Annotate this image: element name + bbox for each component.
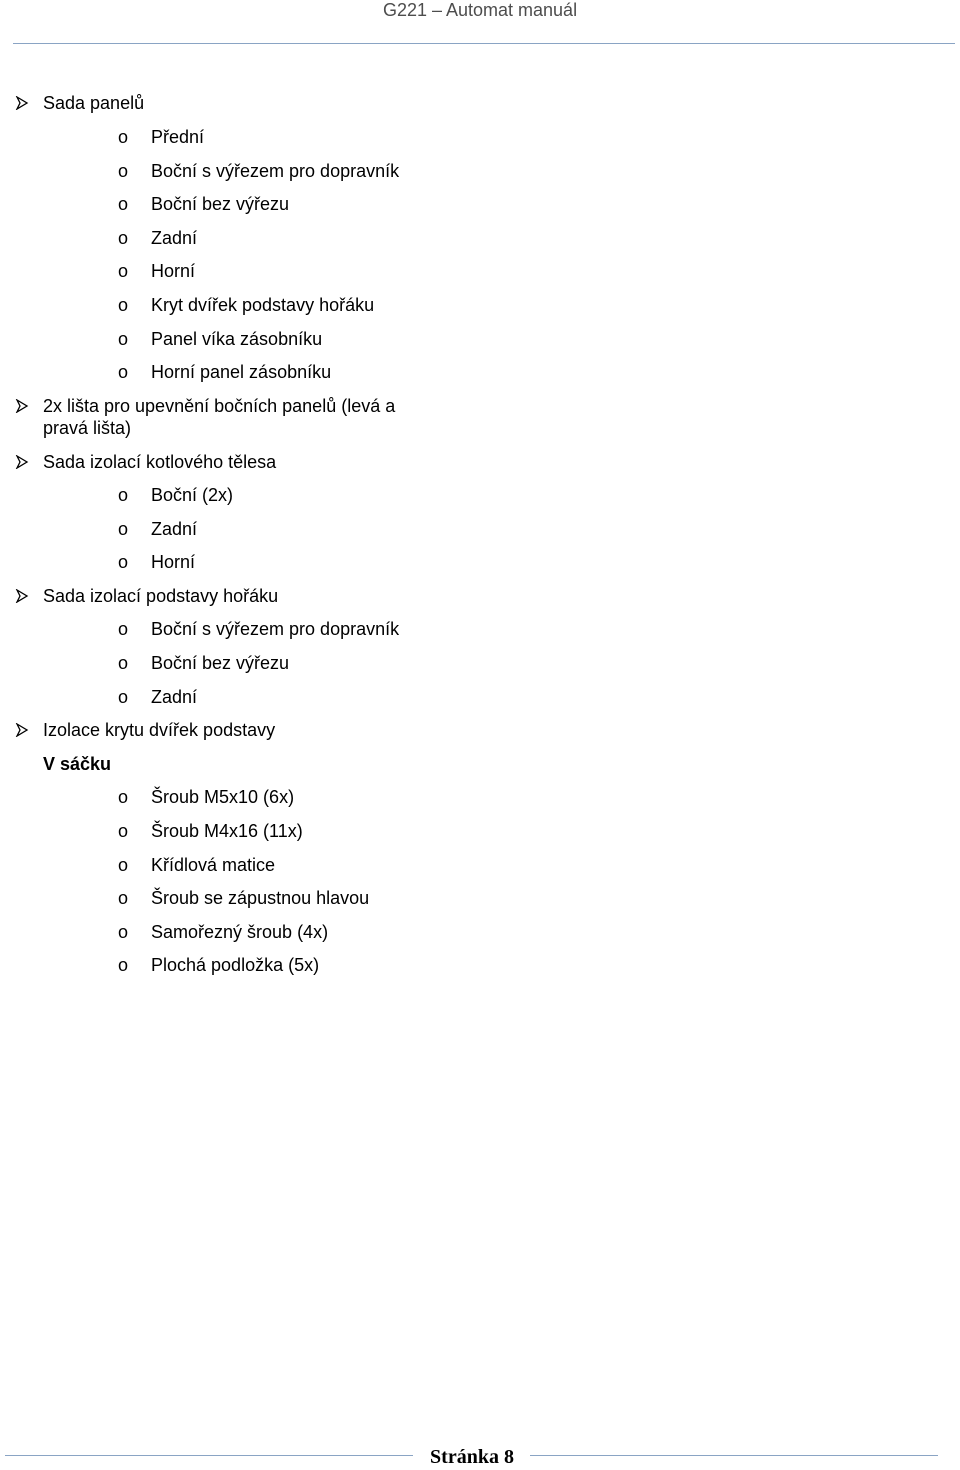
list-bullet: o [118,922,129,942]
list-bullet: o [118,552,129,572]
list-item: Horní panel zásobníku [151,362,332,382]
list-item: Zadní [151,228,198,248]
list-bullet: o [118,295,129,315]
list-bullet: o [118,194,129,214]
section-label: Sada panelů [43,93,145,113]
section-label: Sada izolací kotlového tělesa [43,452,277,472]
list-item: Šroub M4x16 (11x) [151,821,303,841]
arrow-bullet-icon [15,585,31,607]
list-item: Šroub se zápustnou hlavou [151,888,370,908]
list-item: Boční (2x) [151,485,234,505]
list-bullet: o [118,519,129,539]
list-item: Zadní [151,519,198,539]
list-item: Přední [151,127,205,147]
list-bullet: o [118,619,129,639]
list-item: Křídlová matice [151,855,276,875]
arrow-bullet-icon [15,395,31,417]
list-bullet: o [118,485,129,505]
list-item: Plochá podložka (5x) [151,955,320,975]
list-bullet: o [118,127,129,147]
section-label: Izolace krytu dvířek podstavy [43,720,276,740]
arrow-bullet-icon [15,719,31,741]
footer-divider-left [5,1455,413,1456]
list-bullet: o [118,821,129,841]
list-bullet: o [118,228,129,248]
section-label: Sada izolací podstavy hořáku [43,586,279,606]
list-item: Horní [151,552,196,572]
list-bullet: o [118,955,129,975]
footer-divider-right [530,1455,938,1456]
list-item: Boční bez výřezu [151,194,290,214]
list-bullet: o [118,653,129,673]
list-item: Boční s výřezem pro dopravník [151,161,400,181]
list-bullet: o [118,855,129,875]
list-item: Kryt dvířek podstavy hořáku [151,295,375,315]
list-bullet: o [118,329,129,349]
list-item: Boční s výřezem pro dopravník [151,619,400,639]
list-item: Horní [151,261,196,281]
list-item: Šroub M5x10 (6x) [151,787,295,807]
list-bullet: o [118,161,129,181]
subsection-heading: V sáčku [43,754,112,774]
list-item: Samořezný šroub (4x) [151,922,329,942]
list-bullet: o [118,888,129,908]
list-item: Boční bez výřezu [151,653,290,673]
list-bullet: o [118,261,129,281]
list-item: Zadní [151,687,198,707]
arrow-bullet-icon [15,451,31,473]
list-bullet: o [118,362,129,382]
list-item: Panel víka zásobníku [151,329,323,349]
header-divider [13,43,955,44]
list-bullet: o [118,687,129,707]
section-label: 2x lišta pro upevnění bočních panelů (levá a pravá lišta) [43,396,396,438]
document-title: G221 – Automat manuál [382,0,578,20]
page-number: Stránka 8 [430,1446,514,1468]
arrow-bullet-icon [15,92,31,114]
list-bullet: o [118,787,129,807]
